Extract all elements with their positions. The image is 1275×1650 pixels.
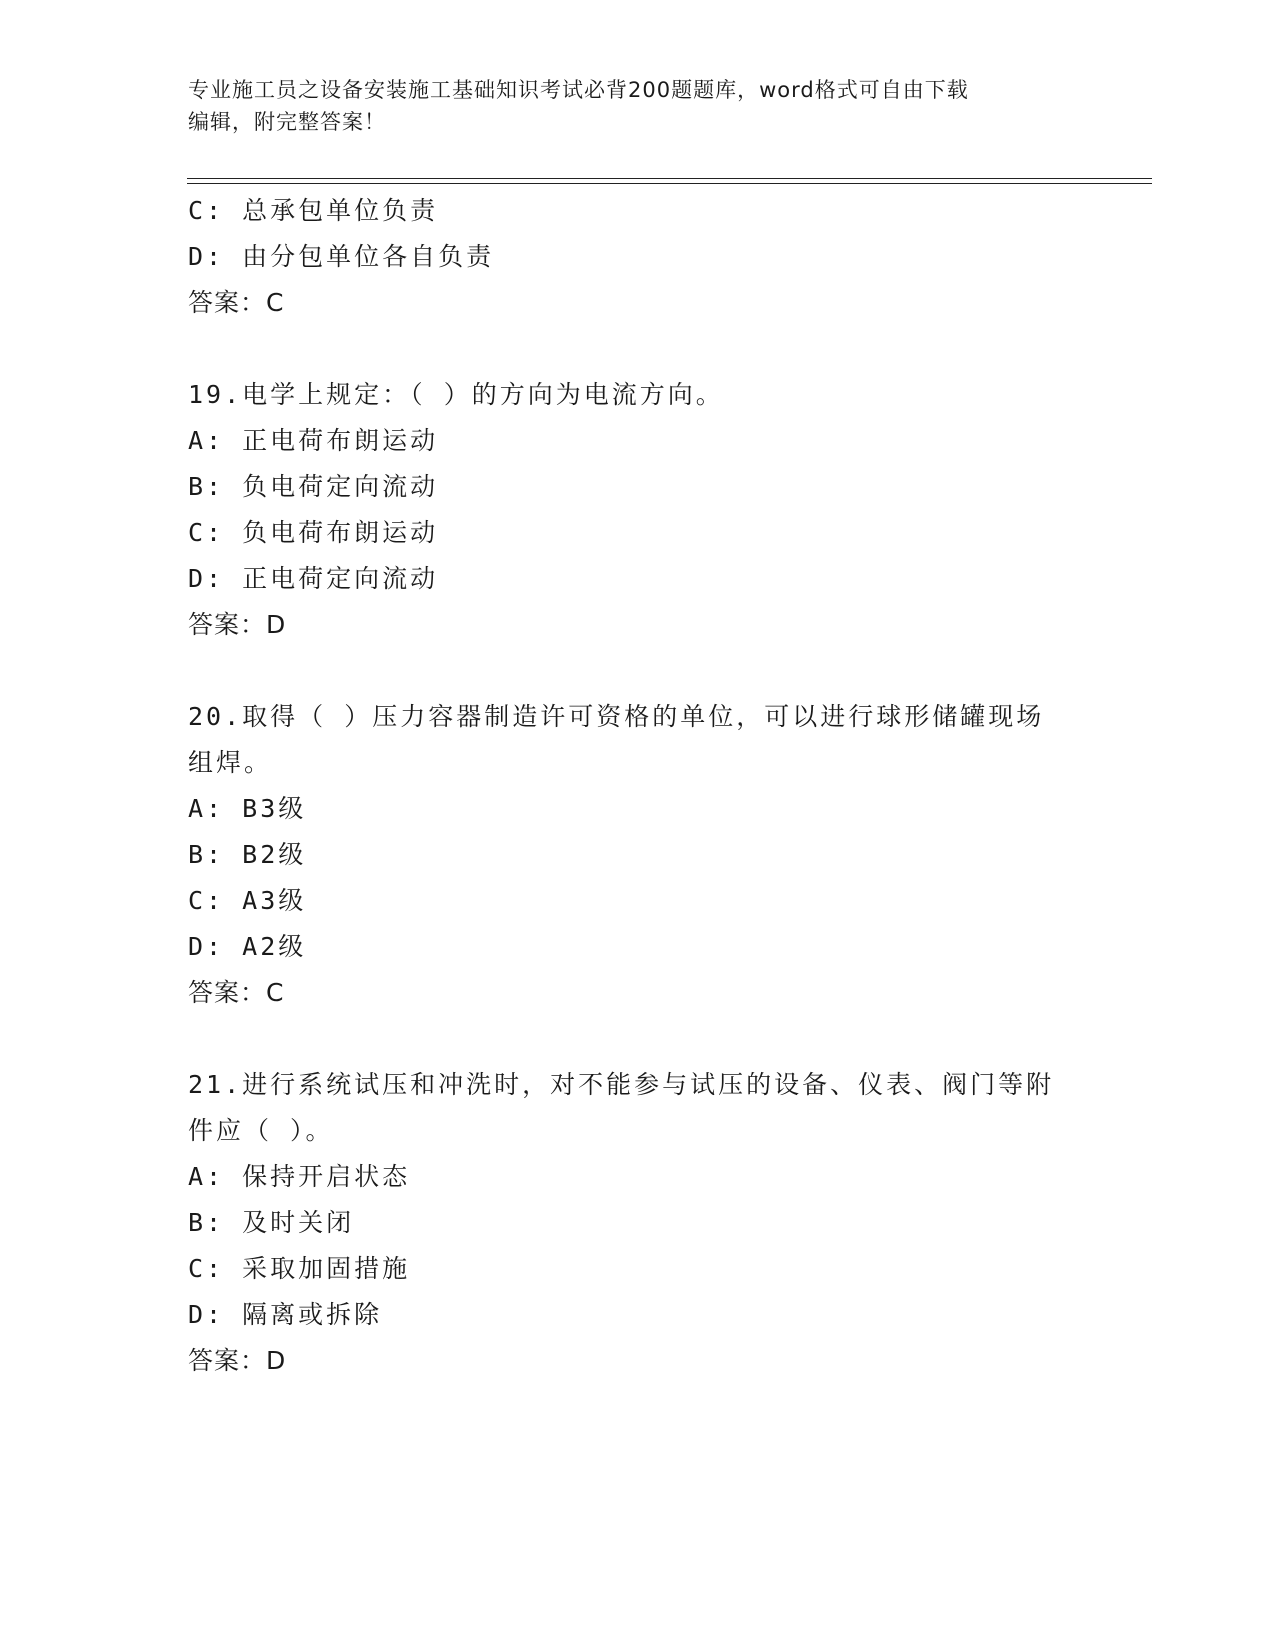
answer: 答案：D [188,610,287,639]
option-c: C: 采取加固措施 [188,1254,411,1283]
option-a: A: 保持开启状态 [188,1162,411,1191]
question-19 [188,372,1088,648]
question-18-tail [188,188,1088,326]
document-header [188,74,1068,138]
answer: 答案：D [188,1346,287,1375]
header-title-line-1: 专业施工员之设备安装施工基础知识考试必背200题题库，word格式可自由下载 [188,78,969,102]
spacer [188,648,1088,694]
header-divider-bottom [187,183,1152,184]
option-d: D: 由分包单位各自负责 [188,242,495,271]
option-b: B: B2级 [188,840,307,869]
question-stem-line-2: 件应（ ）。 [188,1116,334,1145]
question-21 [188,1062,1088,1384]
option-c: C: A3级 [188,886,307,915]
option-c: C: 负电荷布朗运动 [188,518,439,547]
question-stem-line-2: 组焊。 [188,748,273,777]
option-b: B: 负电荷定向流动 [188,472,439,501]
question-list [188,188,1088,1384]
header-title-line-2: 编辑，附完整答案！ [188,110,386,134]
question-stem: 19.电学上规定：（ ）的方向为电流方向。 [188,380,724,409]
spacer [188,1016,1088,1062]
question-stem-line-1: 21.进行系统试压和冲洗时，对不能参与试压的设备、仪表、阀门等附 [188,1070,1055,1099]
option-a: A: 正电荷布朗运动 [188,426,439,455]
option-b: B: 及时关闭 [188,1208,355,1237]
option-d: D: A2级 [188,932,307,961]
option-d: D: 隔离或拆除 [188,1300,383,1329]
option-a: A: B3级 [188,794,307,823]
answer: 答案：C [188,978,285,1007]
spacer [188,326,1088,372]
header-divider-top [187,178,1152,179]
option-d: D: 正电荷定向流动 [188,564,439,593]
question-stem-line-1: 20.取得（ ）压力容器制造许可资格的单位，可以进行球形储罐现场 [188,702,1045,731]
option-c: C: 总承包单位负责 [188,196,439,225]
question-20 [188,694,1088,1016]
answer: 答案：C [188,288,285,317]
